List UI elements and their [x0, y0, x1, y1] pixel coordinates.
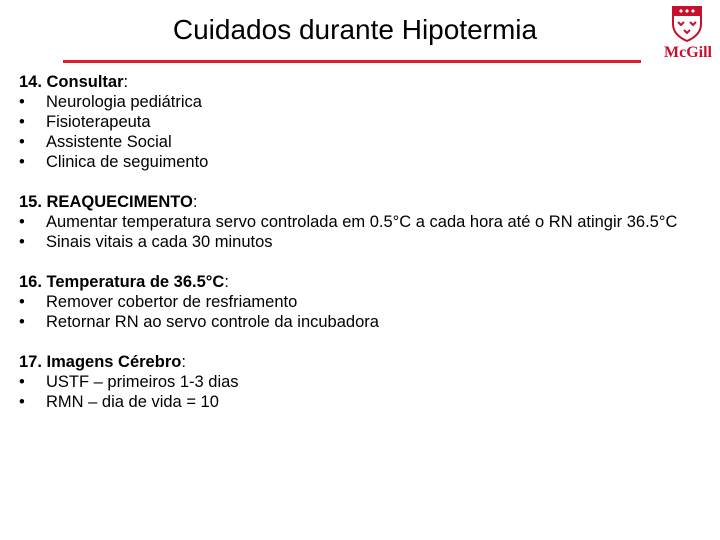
slide-content	[19, 72, 699, 432]
bullet-list	[19, 212, 699, 252]
list-item: • Remover cobertor de resfriamento	[19, 292, 699, 312]
bullet-list	[19, 92, 699, 172]
list-item: • RMN – dia de vida = 10	[19, 392, 699, 412]
list-item: • Neurologia pediátrica	[19, 92, 699, 112]
mcgill-shield-icon	[672, 6, 702, 42]
mcgill-logo	[660, 6, 716, 64]
section-temperatura: 16. Temperatura de 36.5°C: • Remover cobertor de resfriamento • Retornar RN ao servo controle da incubadora	[19, 272, 699, 332]
list-item: • Aumentar temperatura servo controlada em 0.5°C a cada hora até o RN atingir 36.5°C	[19, 212, 699, 232]
section-imagens: 17. Imagens Cérebro: • USTF – primeiros 1-3 dias • RMN – dia de vida = 10	[19, 352, 699, 412]
section-heading: 16. Temperatura de 36.5°C	[19, 273, 225, 291]
title-divider	[63, 60, 641, 63]
bullet-list	[19, 372, 699, 412]
list-item: • Retornar RN ao servo controle da incubadora	[19, 312, 699, 332]
section-heading: 17. Imagens Cérebro	[19, 353, 182, 371]
page-title: Cuidados durante Hipotermia	[172, 14, 538, 45]
section-reaquecimento: 15. REAQUECIMENTO: • Aumentar temperatura servo controlada em 0.5°C a cada hora até o RN atingir 36.5°C • Sinais vitais a cada 30 minutos	[19, 192, 699, 252]
bullet-list	[19, 292, 699, 332]
section-heading: 15. REAQUECIMENTO	[19, 193, 193, 211]
list-item: • Clinica de seguimento	[19, 152, 699, 172]
list-item: • Fisioterapeuta	[19, 112, 699, 132]
mcgill-wordmark: McGill	[664, 44, 712, 61]
list-item: • USTF – primeiros 1-3 dias	[19, 372, 699, 392]
section-heading: 14. Consultar	[19, 73, 124, 91]
list-item: • Sinais vitais a cada 30 minutos	[19, 232, 699, 252]
section-consultar: 14. Consultar: • Neurologia pediátrica • Fisioterapeuta • Assistente Social • Clinica de seguimento	[19, 72, 699, 172]
list-item: • Assistente Social	[19, 132, 699, 152]
